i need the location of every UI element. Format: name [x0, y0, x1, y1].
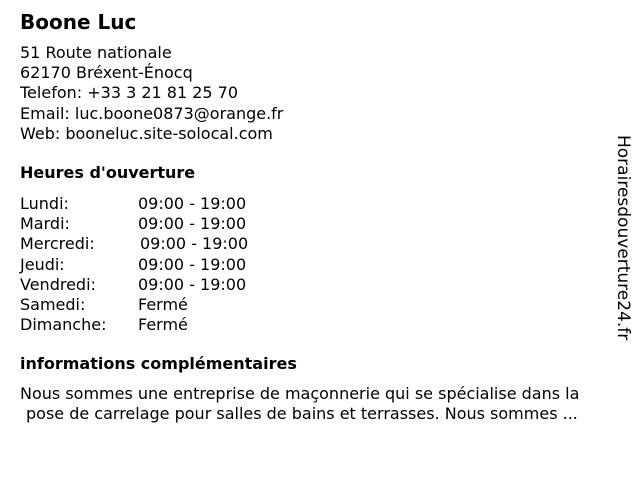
day-label: Mercredi: — [20, 234, 95, 254]
email-address: Email: luc.boone0873@orange.fr — [20, 103, 284, 123]
additional-info-heading: informations complémentaires — [20, 354, 297, 373]
day-label: Jeudi: — [20, 254, 65, 274]
info-line-1: Nous sommes une entreprise de maçonnerie qui se spécialise dans la — [20, 384, 580, 403]
additional-info-text — [20, 384, 632, 424]
day-label: Mardi: — [20, 214, 70, 234]
phone-number: Telefon: +33 3 21 81 25 70 — [20, 83, 239, 103]
hours-value: Fermé — [138, 294, 188, 314]
hours-value: 09:00 - 19:00 — [138, 194, 247, 213]
contact-details — [20, 43, 283, 144]
hours-value: 09:00 - 19:00 — [138, 214, 247, 234]
hours-value: 09:00 - 19:00 — [140, 234, 249, 254]
day-label: Vendredi: — [20, 274, 96, 294]
opening-hours-heading: Heures d'ouverture — [20, 163, 196, 182]
city-postcode: 62170 Bréxent-Énocq — [20, 63, 193, 83]
street-address: 51 Route nationale — [20, 43, 172, 62]
business-name: Boone Luc — [20, 10, 137, 34]
day-label: Samedi: — [20, 294, 86, 314]
day-label: Lundi: — [20, 194, 69, 213]
website: Web: booneluc.site-solocal.com — [20, 123, 273, 143]
day-label: Dimanche: — [20, 315, 107, 335]
hours-value: 09:00 - 19:00 — [138, 274, 247, 294]
hours-value: 09:00 - 19:00 — [138, 254, 247, 274]
info-line-2: pose de carrelage pour salles de bains et terrasses. Nous sommes ... — [26, 404, 578, 423]
hours-value: Fermé — [138, 315, 188, 335]
site-watermark: Horairesdouverture24.fr — [613, 135, 633, 341]
